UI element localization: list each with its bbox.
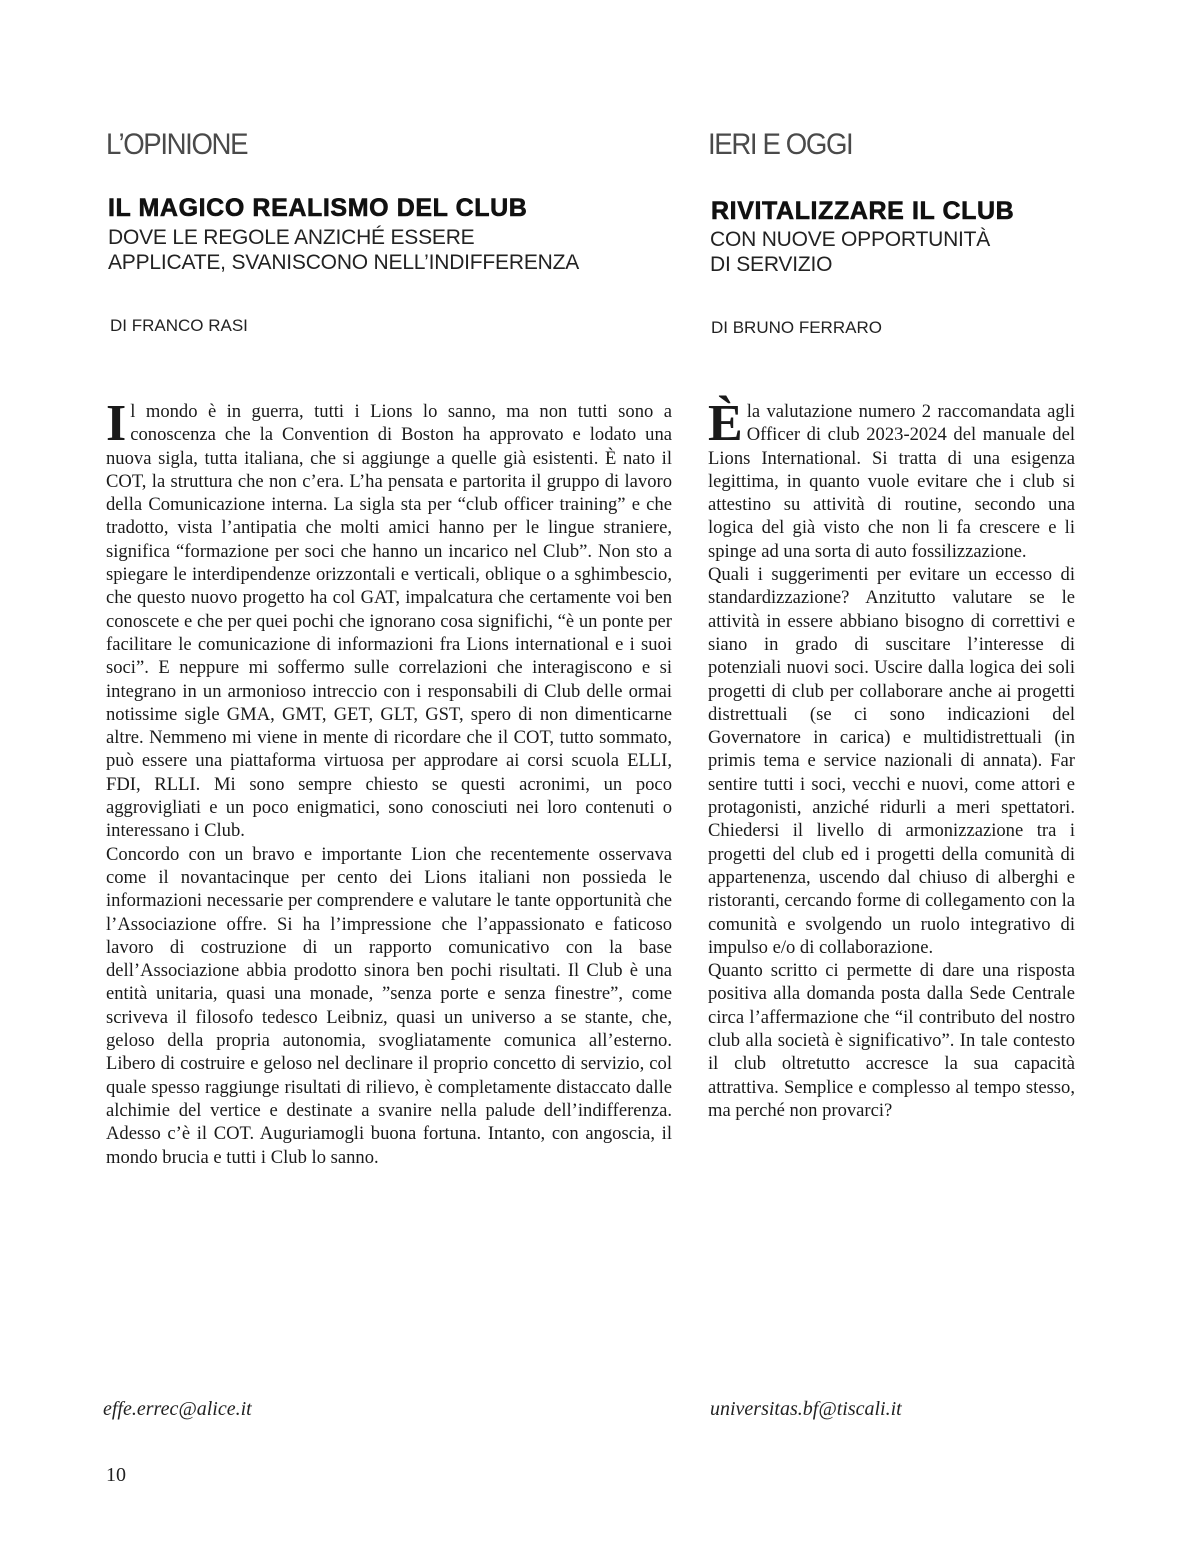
article-body [708,395,1075,1122]
article-body [106,395,672,1169]
section-label: IERI E OGGI [708,128,853,161]
body-paragraph: Quanto scritto ci permette di dare una risposta positiva alla domanda posta dalla Sede Centrale circa l’affermazione che “il contributo del nostro club alla società è significativo”. In tale contesto il club oltretutto accresce la sua capacità attrattiva. Semplice e complesso al tempo stesso, ma perché non provarci? [708,960,1075,1121]
body-paragraph [106,395,672,843]
article-subhead: DOVE LE REGOLE ANZICHÉ ESSERE APPLICATE, SVANISCONO NELL’INDIFFERENZA [108,226,580,274]
article-byline: DI FRANCO RASI [110,316,248,335]
paragraph-text: l mondo è in guerra, tutti i Lions lo sanno, ma non tutti sono a conoscenza che la Convention di Boston ha approvato e lodato una nuova sigla, tutta italiana, che si aggiunge a quelle già esistenti. È nato il COT, la struttura che non c’era. L’ha pensata e partorita il gruppo di lavoro della Comunicazione interna. La sigla sta per “club officer training” e che tradotto, vista l’antipatia che molti amici hanno per le lingue straniere, significa “formazione per soci che hanno un incarico nel Club”. Non sto a spiegare le interdipendenze orizzontali e verticali, oblique o a sghimbescio, che questo nuovo progetto ha col GAT, impalcatura che certamente voi ben conoscete e che per quei pochi che ignorano cosa significhi, “è un ponte per facilitare le comunicazione di informazioni fra Lions international e i suoi soci”. E neppure mi soffermo sulle correlazioni che interagiscono e si integrano in un armonioso intreccio con i responsabili di Club delle ormai notissime sigle GMA, GMT, GET, GLT, GST, spero di non dimenticarne altre. Nemmeno mi viene in mente di ricordare che il COT, tutto sommato, può essere una piattaforma virtuosa per approdare ai corsi scuola ELLI, FDI, RLLI. Mi sono sempre chiesto se questi acronimi, un poco aggrovigliati e un poco enigmatici, sono conosciuti nei loro contenuti o interessano i Club. [106,401,672,842]
paragraph-text: la valutazione numero 2 raccomandata agli Officer di club 2023-2024 del manuale del Lions International. Si tratta di una esigenza legittima, in quanto vuole evitare che i club si attestino su attività di routine, secondo una logica del già visto che non li fa crescere e li spinge ad una sorta di auto fossilizzazione. [708,401,1075,562]
author-email: effe.errec@alice.it [103,1398,252,1420]
page-number: 10 [106,1464,126,1486]
body-paragraph: Quali i suggerimenti per evitare un eccesso di standardizzazione? Anzitutto valutare se le attività in essere abbiano bisogno di correttivi e siano in grado di suscitare l’interesse di potenziali nuovi soci. Uscire dalla logica dei soli progetti di club per collaborare anche ai progetti distrettuali (se ci sono indicazioni del Governatore in carica) e multidistrettuali (in primis tema e service nazionali di annata). Far sentire tutti i soci, vecchi e nuovi, come attori e protagonisti, anziché ridurli a meri spettatori. Chiedersi il livello di armonizzazione tra i progetti del club ed i progetti della comunità di appartenenza, uscendo dal chiuso di alberghi e ristoranti, cercando forme di collegamento con la comunità e svolgendo un ruolo integrativo di impulso e/o di collaborazione. [708,564,1075,958]
article-subhead: CON NUOVE OPPORTUNITÀ DI SERVIZIO [710,228,991,276]
article-headline: RIVITALIZZARE IL CLUB [711,197,1015,225]
section-label: L’OPINIONE [106,128,248,161]
article-headline: IL MAGICO REALISMO DEL CLUB [108,194,528,222]
body-paragraph [708,395,1075,563]
article-byline: DI BRUNO FERRARO [711,318,882,337]
body-paragraph: Concordo con un bravo e importante Lion che recentemente osservava come il novantacinque per cento dei Lions italiani non possieda le informazioni necessarie per comprendere e valutare le tante opportunità che l’Associazione offre. Si ha l’impressione che l’appassionato e faticoso lavoro di costruzione di un rapporto comunicativo con la base dell’Associazione abbia prodotto sinora ben pochi risultati. Il Club è una entità unitaria, quasi una monade, ”senza porte e senza finestre”, come scriveva il filosofo tedesco Leibniz, quasi un universo a se stante, che, geloso della propria autonomia, svogliatamente comunica all’esterno. Libero di costruire e geloso nel declinare il proprio concetto di servizio, col quale spesso raggiunge risultati di rilievo, è completamente distaccato dalle alchimie del vertice e destinate a svanire nella palude dell’indifferenza. Adesso c’è il COT. Auguriamogli buona fortuna. Intanto, con angoscia, il mondo brucia e tutti i Club lo sanno. [106,843,672,1168]
author-email: universitas.bf@tiscali.it [710,1398,902,1420]
drop-cap: È [708,395,743,452]
drop-cap: I [106,395,127,452]
